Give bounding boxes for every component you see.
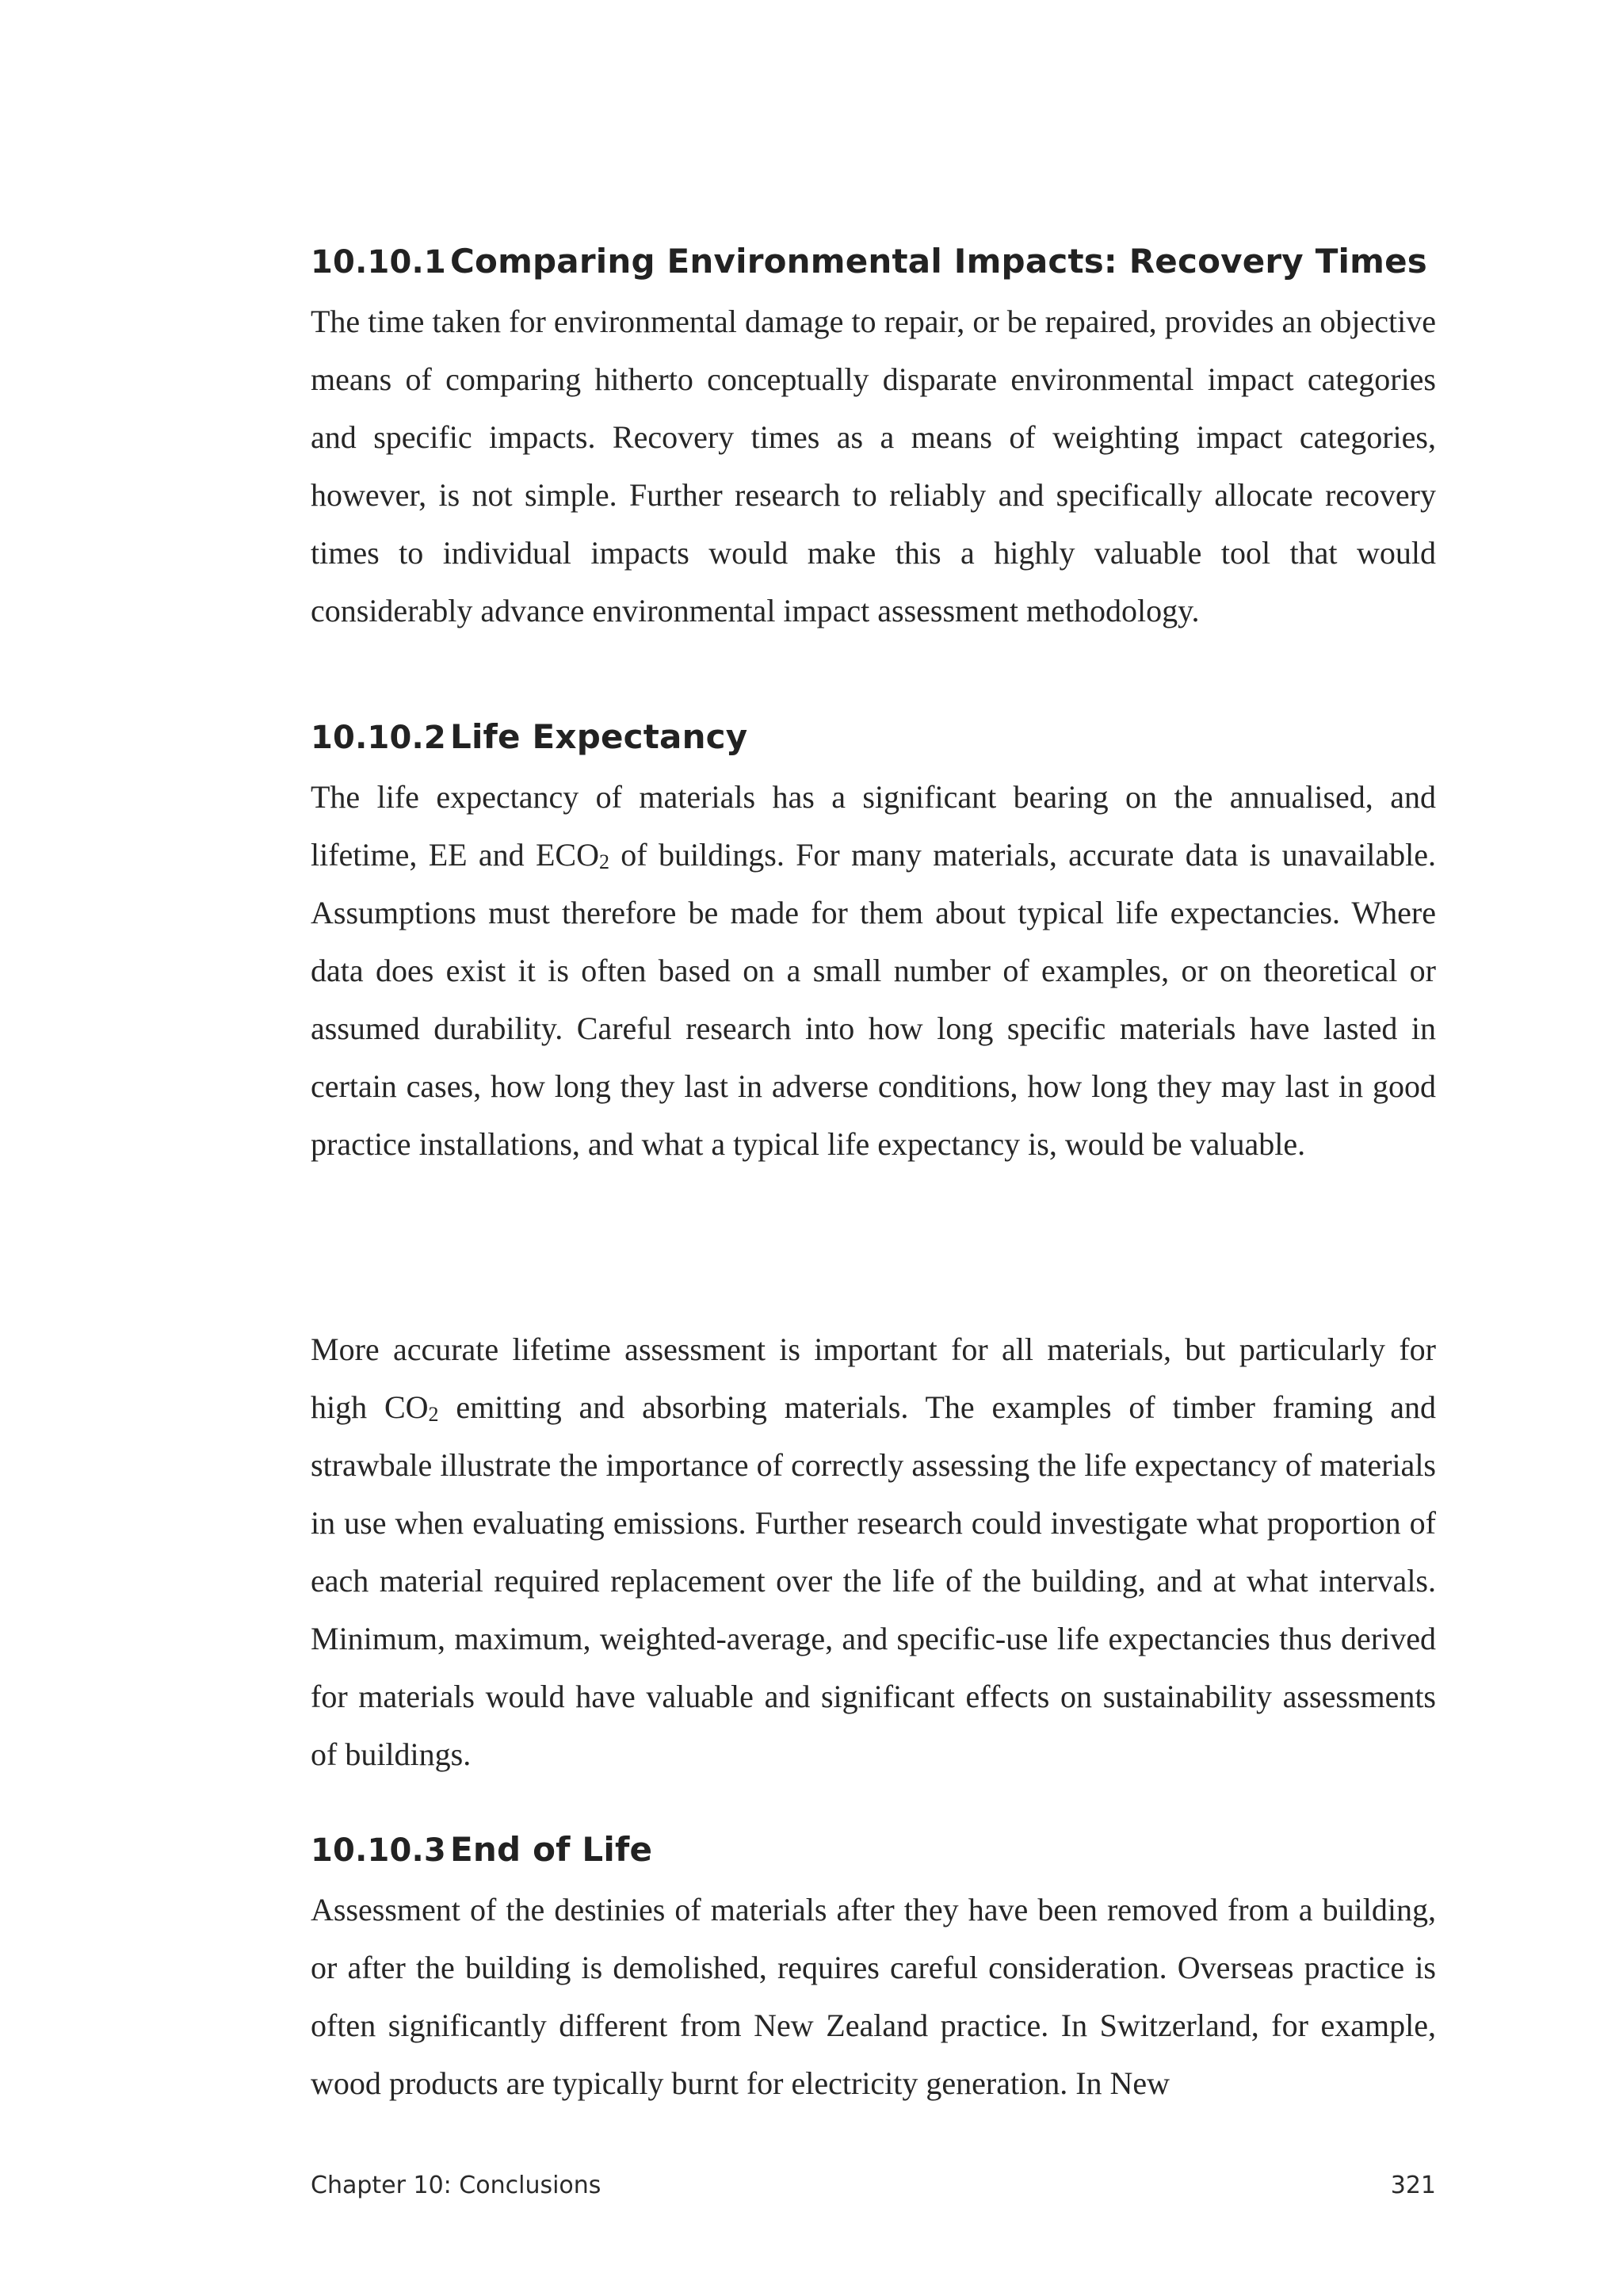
section-title: Life Expectancy xyxy=(450,717,748,756)
paragraph: Assessment of the destinies of materials after they have been removed from a building, or after the building is demolished, requires careful consideration. Overseas practice is often significantly different from New Zealand practice. In Switzerland, for example, wood products are typically burnt for electricity generation. In New xyxy=(311,1892,1436,2101)
section-recovery-times xyxy=(311,238,1436,640)
section-heading xyxy=(311,1826,1436,1874)
section-number: 10.10.1 xyxy=(311,244,446,281)
section-heading xyxy=(311,238,1436,286)
section-heading xyxy=(311,713,1436,762)
subscript: 2 xyxy=(598,850,609,873)
paragraph-text: of buildings. For many materials, accurate data is unavailable. Assumptions must therefore be made for them about typical life expectancies. Where data does exist it is often based on a small number of examples, or on theoretical or assumed durability. Careful research into how long specific materials have lasted in certain cases, how long they last in adverse conditions, how long they may last in good practice installations, and what a typical life expectancy is, would be valuable. xyxy=(311,837,1436,1162)
section-number: 10.10.3 xyxy=(311,1832,446,1869)
footer-page-number: 321 xyxy=(1390,2172,1436,2199)
paragraph xyxy=(311,768,1436,1173)
section-life-expectancy xyxy=(311,713,1436,1173)
section-number: 10.10.2 xyxy=(311,720,446,756)
paragraph-text: More accurate lifetime assessment is important for all materials, but particularly for high CO xyxy=(311,1331,1436,1425)
paragraph-text: emitting and absorbing materials. The examples of timber framing and strawbale illustrate the importance of correctly assessing the life expectancy of materials in use when evaluating emissions. Further research could investigate what proportion of each material required replacement over the life of the building, and at what intervals. Minimum, maximum, weighted-average, and specific-use life expectancies thus derived for materials would have valuable and significant effects on sustainability assessments of buildings. xyxy=(311,1389,1436,1772)
document-page xyxy=(311,238,1436,2203)
paragraph xyxy=(311,1320,1436,1783)
section-end-of-life xyxy=(311,1826,1436,2112)
section-title: Comparing Environmental Impacts: Recovery Times xyxy=(450,242,1427,281)
subscript: 2 xyxy=(428,1403,439,1426)
section-title: End of Life xyxy=(450,1830,653,1869)
footer-chapter: Chapter 10: Conclusions xyxy=(311,2172,601,2199)
paragraph: The time taken for environmental damage to repair, or be repaired, provides an objective means of comparing hitherto conceptually disparate environmental impact categories and specific impacts. Recovery times as a means of weighting impact categories, however, is not simple. Further research to reliably and specifically allocate recovery times to individual impacts would make this a highly valuable tool that would considerably advance environmental impact assessment methodology. xyxy=(311,304,1436,628)
section-life-expectancy-continued xyxy=(311,1320,1436,1783)
paragraph-text: The life expectancy of materials has a significant bearing on the annualised, and lifetime, EE and ECO xyxy=(311,779,1436,873)
